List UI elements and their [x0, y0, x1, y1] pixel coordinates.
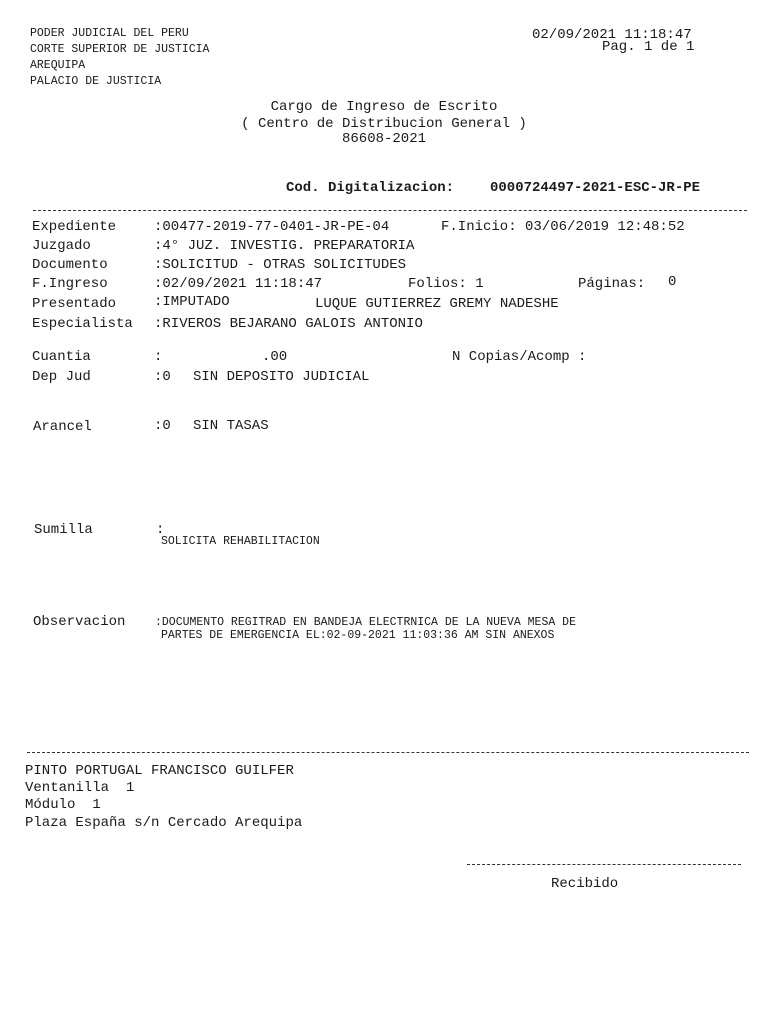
documento-value: :SOLICITUD - OTRAS SOLICITUDES: [154, 257, 407, 273]
cod-digitalizacion-label: Cod. Digitalizacion:: [286, 180, 455, 196]
fecha-inicio: F.Inicio: 03/06/2019 12:48:52: [441, 219, 685, 235]
documento-label: Documento: [32, 257, 108, 273]
signature-line: [467, 864, 741, 865]
expediente-label: Expediente: [32, 219, 117, 235]
juzgado-label: Juzgado: [32, 238, 91, 254]
fingreso-label: F.Ingreso: [32, 276, 108, 292]
expediente-value: :00477-2019-77-0401-JR-PE-04: [154, 219, 390, 235]
separator-top: [33, 210, 747, 211]
org-line-1: PODER JUDICIAL DEL PERU: [30, 27, 189, 40]
observacion-line-1: :DOCUMENTO REGITRAD EN BANDEJA ELECTRNICA DE LA NUEVA MESA DE: [155, 616, 576, 629]
copias-label: N Copias/Acomp :: [452, 349, 587, 365]
separator-bottom: [27, 752, 749, 753]
print-datetime: 02/09/2021 11:18:47: [532, 27, 692, 43]
org-line-4: PALACIO DE JUSTICIA: [30, 75, 162, 88]
depjud-desc: SIN DEPOSITO JUDICIAL: [193, 369, 370, 385]
especialista-value: :RIVEROS BEJARANO GALOIS ANTONIO: [154, 316, 423, 332]
paginas-value: 0: [668, 274, 677, 290]
arancel-desc: SIN TASAS: [193, 418, 269, 434]
doc-subtitle: ( Centro de Distribucion General ): [241, 116, 527, 132]
doc-title: Cargo de Ingreso de Escrito: [270, 99, 498, 115]
presentado-value: :IMPUTADO: [154, 294, 230, 310]
arancel-value: :0: [154, 418, 171, 434]
page-number: Pag. 1 de 1: [602, 39, 695, 55]
cuantia-colon: :: [154, 349, 163, 365]
doc-number: 86608-2021: [341, 131, 426, 147]
depjud-value: :0: [154, 369, 171, 385]
presentado-name: LUQUE GUTIERREZ GREMY NADESHE: [315, 296, 559, 312]
modulo: Módulo 1: [25, 797, 101, 813]
fingreso-value: :02/09/2021 11:18:47: [154, 276, 323, 292]
juzgado-value: :4° JUZ. INVESTIG. PREPARATORIA: [154, 238, 415, 254]
ventanilla: Ventanilla 1: [25, 780, 135, 796]
arancel-label: Arancel: [33, 419, 92, 435]
address: Plaza España s/n Cercado Arequipa: [25, 815, 303, 831]
org-line-2: CORTE SUPERIOR DE JUSTICIA: [30, 43, 210, 56]
cuantia-label: Cuantia: [32, 349, 91, 365]
presentado-label: Presentado: [32, 296, 117, 312]
depjud-label: Dep Jud: [32, 369, 91, 385]
sumilla-label: Sumilla: [34, 522, 93, 538]
paginas-label: Páginas:: [578, 276, 646, 292]
sumilla-value: SOLICITA REHABILITACION: [161, 535, 320, 548]
sumilla-colon: :: [156, 522, 165, 538]
recibido-label: Recibido: [551, 876, 619, 892]
especialista-label: Especialista: [32, 316, 133, 332]
folios: Folios: 1: [408, 276, 484, 292]
observacion-line-2: PARTES DE EMERGENCIA EL:02-09-2021 11:03:36 AM SIN ANEXOS: [161, 629, 555, 642]
org-line-3: AREQUIPA: [30, 59, 86, 72]
observacion-label: Observacion: [33, 614, 126, 630]
clerk-name: PINTO PORTUGAL FRANCISCO GUILFER: [25, 763, 294, 779]
cuantia-value: .00: [262, 349, 288, 365]
cod-digitalizacion-value: 0000724497-2021-ESC-JR-PE: [490, 180, 701, 196]
